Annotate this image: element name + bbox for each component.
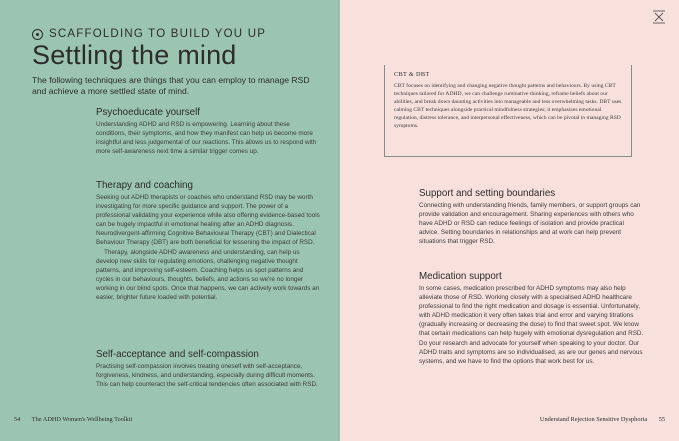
section-paragraph: In some cases, medication prescribed for ADHD symptoms may also help alleviate those of RSD. Working closely with a specialised ADHD healthcare professional to find the right medication and dosage is essential. Unfortunately, with ADHD medication it very often takes trial and error and varying titrations (gradually increasing or decreasing the dose) to find that sweet spot. We know that certain medications can help hugely with emotional dysregulation and RSD. Do your research and advocate for yourself when speaking to your doctor. Our ADHD traits and symptoms are so individualised, as are our genes and nervous systems, and we have to find the options that work best for us. [419, 285, 644, 365]
intro-paragraph: The following techniques are things that you can employ to manage RSD and achieve a more settled state of mind. [32, 75, 310, 97]
section-heading: Therapy and coaching [96, 180, 193, 191]
chapter-title: Understand Rejection Sensitive Dysphoria [539, 416, 648, 423]
section-kicker: SCAFFOLDING TO BUILD YOU UP [49, 28, 267, 40]
section-heading: Self-acceptance and self-compassion [96, 349, 259, 360]
decorative-x-icon [653, 10, 665, 24]
cbt-dbt-box [384, 65, 632, 157]
section-paragraph: Seeking out ADHD therapists or coaches who understand RSD may be worth investigating for more specific guidance and support. The power of a professional validating your experience while also offering evidence-based tools can be hugely impactful in emotional healing after an ADHD diagnosis. Neurodivergent-affirming Cognitive Behavioural Therapy (CBT) and Dialectical Behaviour Therapy (DBT) are both beneficial for lessening the impact of RSD. [96, 194, 320, 247]
page-number: 54 [14, 416, 21, 423]
section-medication-support [419, 271, 644, 366]
section-heading: Medication support [419, 271, 502, 282]
section-paragraph: Practising self-compassion involves treating oneself with self-acceptance, forgiveness, kindness, and understanding, especially during difficult moments. This can help counteract the self-critical tendencies often associated with RSD. [96, 363, 318, 389]
section-support-boundaries [419, 188, 644, 246]
box-title: CBT & DBT [394, 71, 430, 78]
circle-bullet-icon [32, 29, 43, 40]
section-paragraph: Understanding ADHD and RSD is empowering. Learning about these conditions, their symptoms, and how they manifest can help us become more insightful and less judgemental of our reactions. This allows us to respond with more self-awareness next time a similar trigger comes up. [96, 121, 317, 156]
section-therapy-coaching [96, 180, 322, 302]
section-paragraph: Therapy, alongside ADHD awareness and understanding, can help us develop new skills for regulating emotions, challenging negative thought patterns, and improving self-esteem. Coaching helps us spot patterns and cycles in our behaviours, thoughts, beliefs, and actions so we're no longer working in our blind spots. Once that happens, we can actively work towards an easier, brighter future loaded with potential. [96, 248, 320, 302]
page-title: Settling the mind [32, 40, 237, 70]
section-heading: Psychoeducate yourself [96, 107, 201, 118]
section-self-acceptance [96, 349, 322, 389]
section-heading: Support and setting boundaries [419, 188, 556, 199]
book-title: The ADHD Women's Wellbeing Toolkit [31, 416, 133, 423]
kicker-row [32, 28, 266, 40]
box-body: CBT focuses on identifying and changing negative thought patterns and behaviours. By using CBT techniques tailored for ADHD, we can challenge ruminative thinking, reframe beliefs about our abilities, and break down daunting activities into manageable and less overwhelming tasks. DBT uses calming CBT techniques alongside practical mindfulness strategies; it emphasizes emotional regulation, distress tolerance, and interpersonal effectiveness, which can be pivotal in managing RSD symptoms. [394, 83, 622, 130]
section-psychoeducate [96, 107, 322, 156]
right-footer [540, 416, 665, 423]
left-footer [14, 416, 132, 423]
page-number: 55 [658, 416, 665, 423]
section-paragraph: Connecting with understanding friends, family members, or support groups can provide validation and encouragement. Sharing experiences with others who have ADHD or RSD can reduce feelings of isolation and provide practical advice. Setting boundaries in relationships and at work can help prevent situations that trigger RSD. [419, 202, 641, 246]
